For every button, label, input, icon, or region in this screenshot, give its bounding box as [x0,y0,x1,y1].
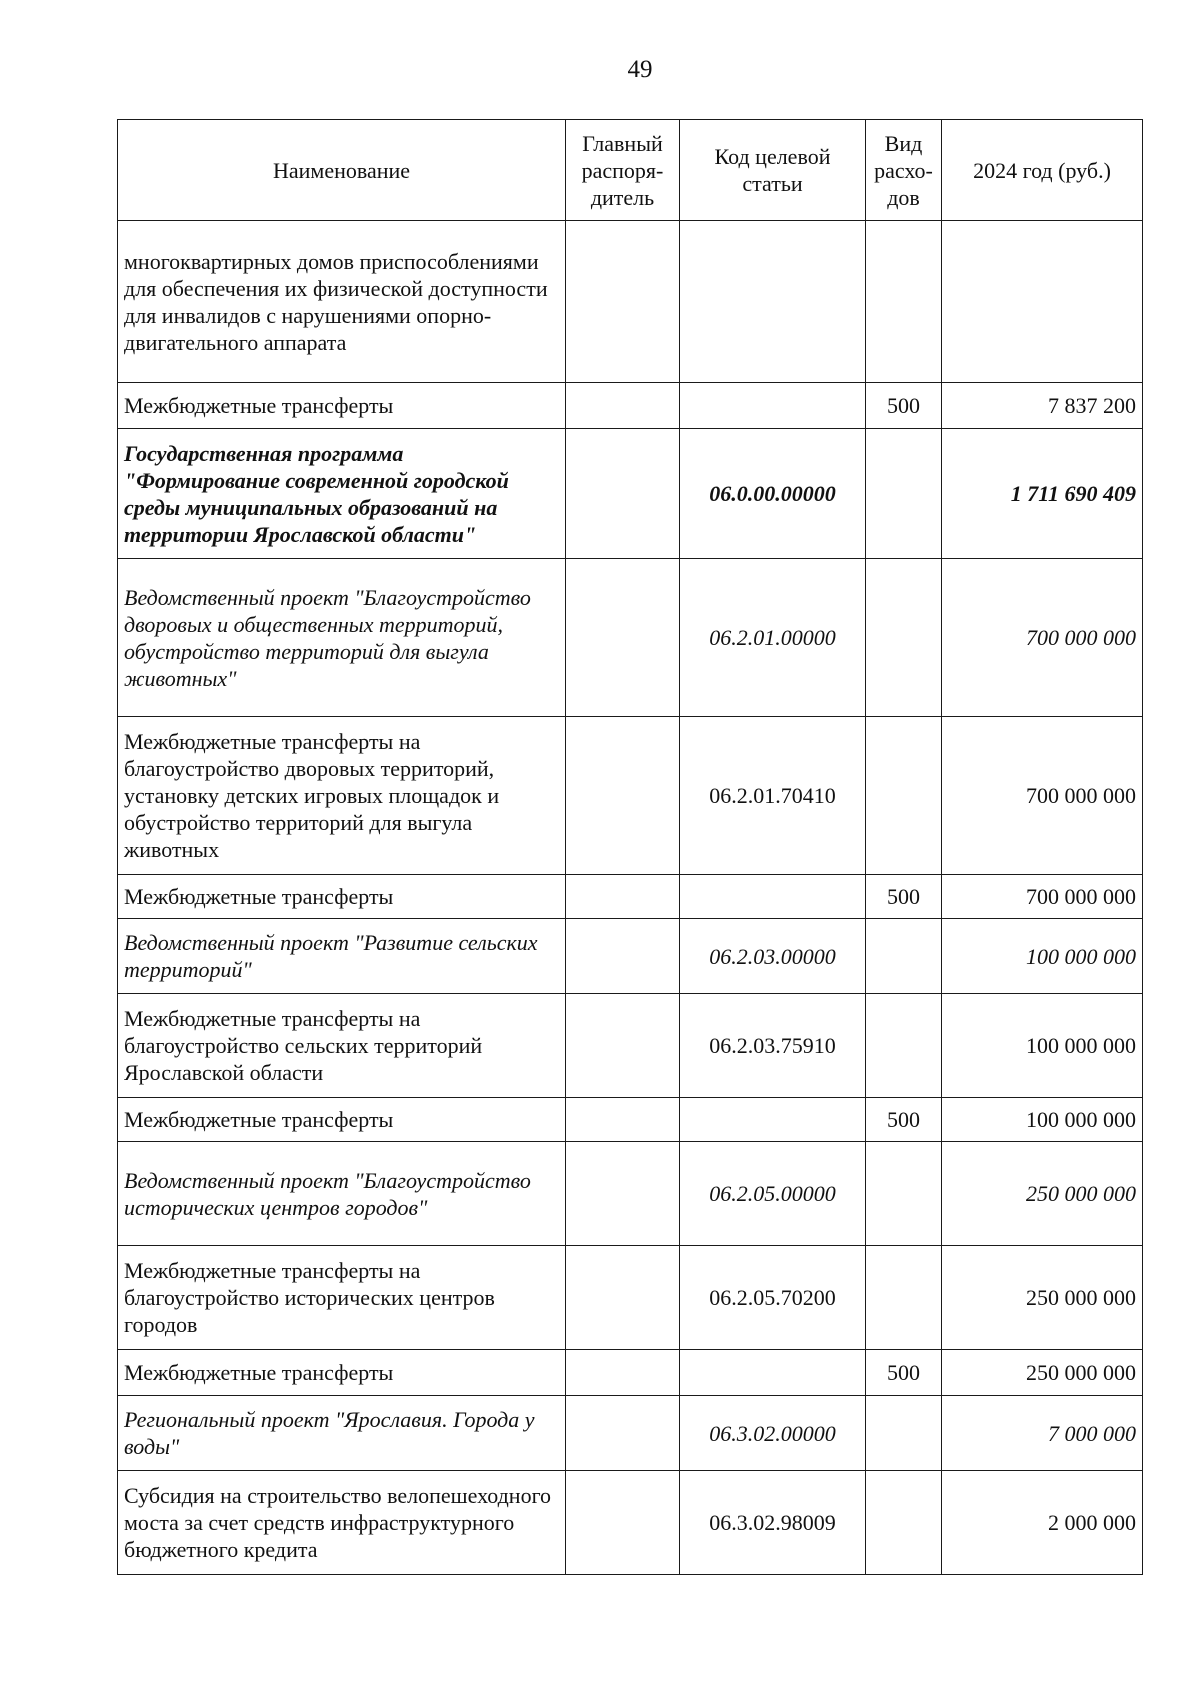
header-name: Наименование [118,120,566,221]
cell-amount: 700 000 000 [942,559,1143,717]
cell-code: 06.2.05.00000 [680,1142,866,1246]
cell-admin [566,1396,680,1471]
cell-admin [566,1350,680,1396]
table-row [118,994,1143,1098]
cell-amount: 100 000 000 [942,919,1143,994]
cell-amount: 250 000 000 [942,1142,1143,1246]
cell-admin [566,994,680,1098]
cell-type: 500 [866,383,942,429]
cell-amount: 700 000 000 [942,717,1143,875]
cell-type [866,1396,942,1471]
cell-amount: 100 000 000 [942,994,1143,1098]
cell-admin [566,1246,680,1350]
cell-type [866,1142,942,1246]
cell-code [680,383,866,429]
cell-admin [566,429,680,559]
cell-admin [566,1098,680,1142]
cell-admin [566,919,680,994]
cell-code [680,875,866,919]
table-row [118,1471,1143,1575]
cell-amount: 100 000 000 [942,1098,1143,1142]
table-row [118,1396,1143,1471]
cell-admin [566,875,680,919]
cell-name: Ведомственный проект "Развитие сельских территорий" [118,919,566,994]
cell-code: 06.2.03.00000 [680,919,866,994]
table-row [118,429,1143,559]
cell-code: 06.2.05.70200 [680,1246,866,1350]
cell-code: 06.0.00.00000 [680,429,866,559]
cell-amount: 1 711 690 409 [942,429,1143,559]
cell-amount: 7 837 200 [942,383,1143,429]
cell-admin [566,717,680,875]
cell-type [866,994,942,1098]
cell-name: Государственная программа "Формирование современной городской среды муниципальных образований на территории Ярославской области" [118,429,566,559]
cell-amount: 2 000 000 [942,1471,1143,1575]
cell-code: 06.3.02.98009 [680,1471,866,1575]
cell-amount [942,221,1143,383]
table-row [118,1098,1143,1142]
header-amount: 2024 год (руб.) [942,120,1143,221]
cell-code: 06.2.01.70410 [680,717,866,875]
cell-admin [566,1142,680,1246]
cell-type [866,919,942,994]
table-row [118,1246,1143,1350]
cell-amount: 250 000 000 [942,1350,1143,1396]
cell-type: 500 [866,875,942,919]
cell-name: Межбюджетные трансферты [118,1098,566,1142]
cell-type [866,1471,942,1575]
cell-amount: 700 000 000 [942,875,1143,919]
cell-type [866,1246,942,1350]
header-type: Вид расхо- дов [866,120,942,221]
cell-name: Межбюджетные трансферты на благоустройство исторических центров городов [118,1246,566,1350]
cell-amount: 7 000 000 [942,1396,1143,1471]
cell-code: 06.3.02.00000 [680,1396,866,1471]
header-admin: Главный распоря- дитель [566,120,680,221]
table-row [118,383,1143,429]
budget-table [117,119,1143,1575]
table-row [118,559,1143,717]
cell-name: Межбюджетные трансферты [118,875,566,919]
header-code: Код целевой статьи [680,120,866,221]
cell-name: Ведомственный проект "Благоустройство дворовых и общественных территорий, обустройство территорий для выгула животных" [118,559,566,717]
header-row [118,120,1143,221]
page-number: 49 [627,56,653,83]
cell-type [866,429,942,559]
table-row [118,875,1143,919]
cell-amount: 250 000 000 [942,1246,1143,1350]
table-row [118,717,1143,875]
cell-type [866,559,942,717]
cell-name: Межбюджетные трансферты [118,1350,566,1396]
cell-code [680,1350,866,1396]
cell-name: Межбюджетные трансферты [118,383,566,429]
table-row [118,1142,1143,1246]
cell-name: Межбюджетные трансферты на благоустройство сельских территорий Ярославской области [118,994,566,1098]
cell-code [680,1098,866,1142]
cell-code [680,221,866,383]
cell-name: Межбюджетные трансферты на благоустройство дворовых территорий, установку детских игровых площадок и обустройство территорий для выгула животных [118,717,566,875]
table-row [118,919,1143,994]
cell-admin [566,383,680,429]
cell-code: 06.2.01.00000 [680,559,866,717]
cell-name: многоквартирных домов приспособлениями для обеспечения их физической доступности для инвалидов с нарушениями опорно-двигательного аппарата [118,221,566,383]
cell-name: Ведомственный проект "Благоустройство исторических центров городов" [118,1142,566,1246]
cell-type [866,221,942,383]
cell-admin [566,1471,680,1575]
table-header [118,120,1143,221]
table-body [118,221,1143,1575]
cell-name: Региональный проект "Ярославия. Города у воды" [118,1396,566,1471]
cell-admin [566,221,680,383]
cell-type: 500 [866,1350,942,1396]
cell-type: 500 [866,1098,942,1142]
cell-admin [566,559,680,717]
table-row [118,1350,1143,1396]
cell-name: Субсидия на строительство велопешеходного моста за счет средств инфраструктурного бюджетного кредита [118,1471,566,1575]
cell-code: 06.2.03.75910 [680,994,866,1098]
table-row [118,221,1143,383]
cell-type [866,717,942,875]
